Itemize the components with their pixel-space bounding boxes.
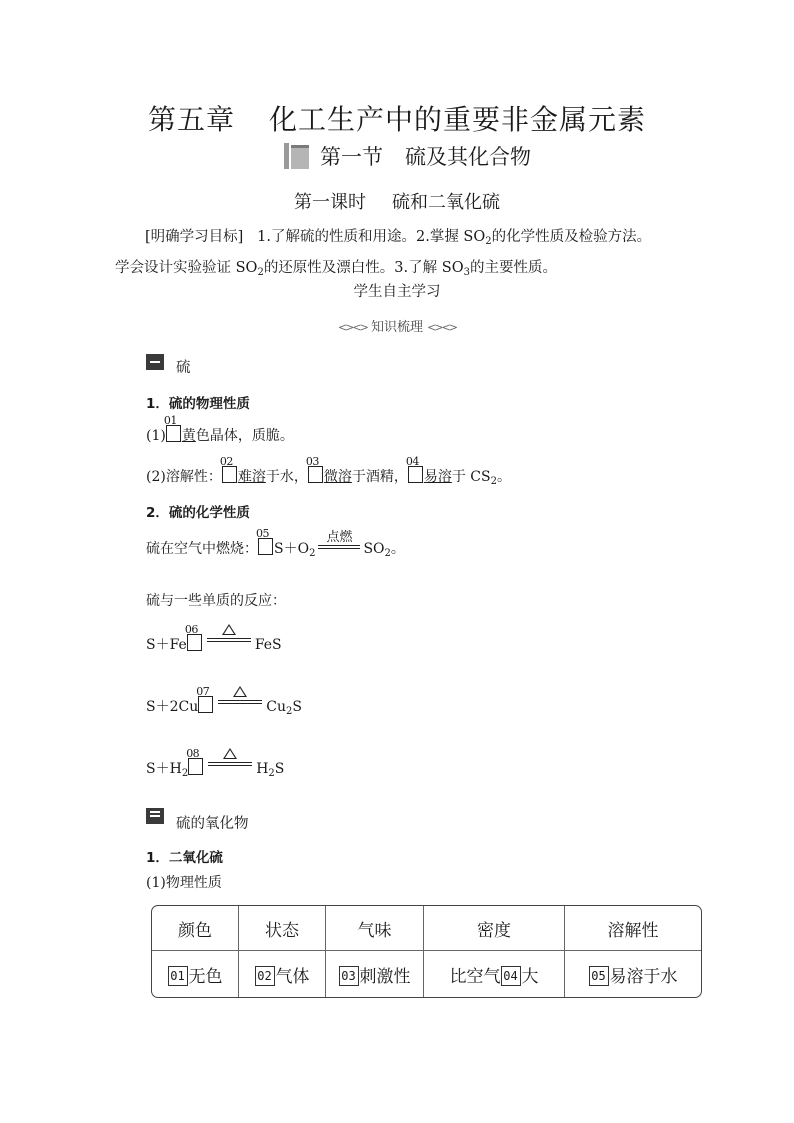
table-header: 密度: [424, 906, 565, 951]
goals-tag: [明确学习目标]: [145, 229, 244, 245]
chapter-title: [0, 98, 794, 138]
table-cell: [239, 951, 326, 997]
heat-triangle-icon: [223, 748, 237, 759]
goals-sub: 2: [485, 236, 492, 247]
answer-box: [219, 455, 237, 483]
answer-number: 02: [219, 455, 233, 468]
self-study-heading: 学生自主学习: [353, 284, 441, 300]
heat-triangle-icon: [233, 686, 247, 697]
answer-number: 05: [256, 527, 269, 540]
product: FeS: [254, 637, 282, 653]
answer-number-box: 03: [339, 966, 359, 986]
chapter-number: 第五章: [147, 103, 235, 136]
reactant: S＋2Cu: [146, 699, 199, 715]
line-text: 硫在空气中燃烧：: [146, 541, 258, 557]
cell-text: 刺激性: [359, 966, 411, 987]
physical-props-subheading: (1)物理性质: [146, 875, 222, 891]
goals-text-2b: 的还原性及漂白性。3.了解 SO: [263, 260, 464, 276]
reaction-fe: [146, 624, 282, 654]
table-header: 状态: [239, 906, 326, 951]
answer-number: 06: [184, 623, 198, 636]
goals-sub: 3: [463, 267, 470, 278]
answer-number: 08: [186, 747, 200, 760]
reaction-h2: [146, 748, 284, 779]
goals-text-1: 1.了解硫的性质和用途。2.掌握 SO: [257, 229, 486, 245]
learning-goals: [115, 224, 695, 286]
answer-text: 易溶: [423, 469, 452, 485]
reaction-condition: 点燃: [326, 530, 353, 545]
answer-box: [186, 747, 203, 775]
part-one-title: 硫: [176, 360, 191, 376]
solubility-line: [146, 455, 511, 487]
table-header: 颜色: [152, 906, 239, 951]
reaction-arrow-heat: [218, 686, 262, 704]
goals-text-2c: 的主要性质。: [469, 260, 557, 276]
answer-number: 04: [405, 455, 419, 468]
item-prefix: (1): [146, 428, 166, 444]
product: S: [274, 761, 285, 777]
reactant: S＋Fe: [146, 637, 187, 653]
table-cell: [565, 951, 701, 997]
subscript: 2: [384, 548, 391, 559]
subscript: 2: [268, 768, 275, 779]
product: H: [256, 761, 269, 777]
answer-text: 微溶: [323, 469, 352, 485]
part-one-badge-icon: [146, 354, 164, 370]
answer-number-box: 05: [589, 966, 609, 986]
table-row: [152, 951, 701, 997]
knowledge-bar-label: 知识梳理: [370, 320, 423, 335]
subscript: 2: [181, 768, 189, 779]
burn-equation: [146, 527, 405, 559]
react-intro: 硫与一些单质的反应：: [146, 593, 286, 609]
cell-text: 无色: [188, 966, 223, 987]
ornament-left-icon: <><>: [337, 321, 367, 334]
answer-number: 03: [305, 455, 319, 468]
answer-number-box: 01: [168, 966, 188, 986]
lesson-title: [0, 188, 794, 214]
table-cell: [152, 951, 239, 997]
line-text: 于 CS: [451, 469, 491, 485]
product: S: [292, 699, 302, 715]
goals-text-2: 学会设计实验验证 SO: [115, 260, 258, 276]
line-text: 于酒精，: [351, 469, 408, 485]
line-text: 。: [390, 541, 405, 557]
section-number: 第一节: [320, 145, 383, 169]
line-text: 色晶体，质脆。: [195, 428, 294, 444]
answer-box: [196, 685, 213, 713]
so2-heading: 1．二氧化硫: [146, 850, 223, 866]
part-two-title: 硫的氧化物: [176, 816, 249, 832]
ornament-right-icon: <><>: [427, 321, 457, 334]
answer-box: [184, 623, 202, 651]
answer-number-box: 02: [255, 966, 275, 986]
table-cell: [326, 951, 424, 997]
lesson-name: 硫和二氧化硫: [392, 192, 500, 213]
answer-number: 01: [163, 414, 177, 427]
line-text: 于水，: [265, 469, 308, 485]
cell-text: 大: [521, 966, 539, 987]
product: SO: [363, 541, 385, 557]
section-name: 硫及其化合物: [405, 145, 531, 169]
lesson-number: 第一课时: [294, 192, 366, 213]
part-two-badge-icon: [146, 808, 164, 824]
item-prefix: (2)溶解性：: [146, 469, 222, 485]
so2-properties-table: [151, 905, 702, 998]
cell-prefix: 比空气: [449, 966, 501, 987]
product: Cu: [266, 699, 286, 715]
reactant: S＋O: [274, 541, 310, 557]
answer-box: [405, 455, 423, 483]
cell-text: 易溶于水: [609, 966, 678, 987]
color-line: [146, 414, 294, 445]
knowledge-bar: [0, 316, 794, 335]
cell-text: 气体: [275, 966, 310, 987]
table-cell: [424, 951, 565, 997]
goals-sub: 2: [257, 267, 264, 278]
reaction-arrow-heat: [207, 624, 251, 642]
reaction-arrow: [318, 531, 360, 549]
subscript: 2: [285, 706, 293, 717]
table-header: 溶解性: [565, 906, 701, 951]
answer-text: 难溶: [237, 469, 266, 485]
goals-text-1b: 的化学性质及检验方法。: [491, 229, 652, 245]
table-header: 气味: [326, 906, 424, 951]
chemical-props-heading: 2．硫的化学性质: [146, 505, 250, 521]
answer-number-box: 04: [501, 966, 521, 986]
table-header-row: [152, 906, 701, 951]
answer-box: [256, 527, 273, 555]
answer-number: 07: [196, 685, 210, 698]
physical-props-heading: 1．硫的物理性质: [146, 396, 250, 412]
answer-text: 黄: [181, 428, 196, 444]
line-text: 。: [496, 469, 511, 485]
chapter-name: 化工生产中的重要非金属元素: [269, 103, 647, 136]
reactant: S＋H: [146, 761, 182, 777]
reaction-arrow-heat: [208, 748, 252, 766]
answer-box: [305, 455, 323, 483]
heat-triangle-icon: [222, 624, 236, 635]
subscript: 2: [490, 476, 497, 487]
subscript: 2: [309, 548, 316, 559]
answer-box: [163, 414, 181, 442]
section-title: [284, 141, 531, 171]
reaction-cu: [146, 686, 302, 717]
book-icon: [284, 143, 310, 169]
